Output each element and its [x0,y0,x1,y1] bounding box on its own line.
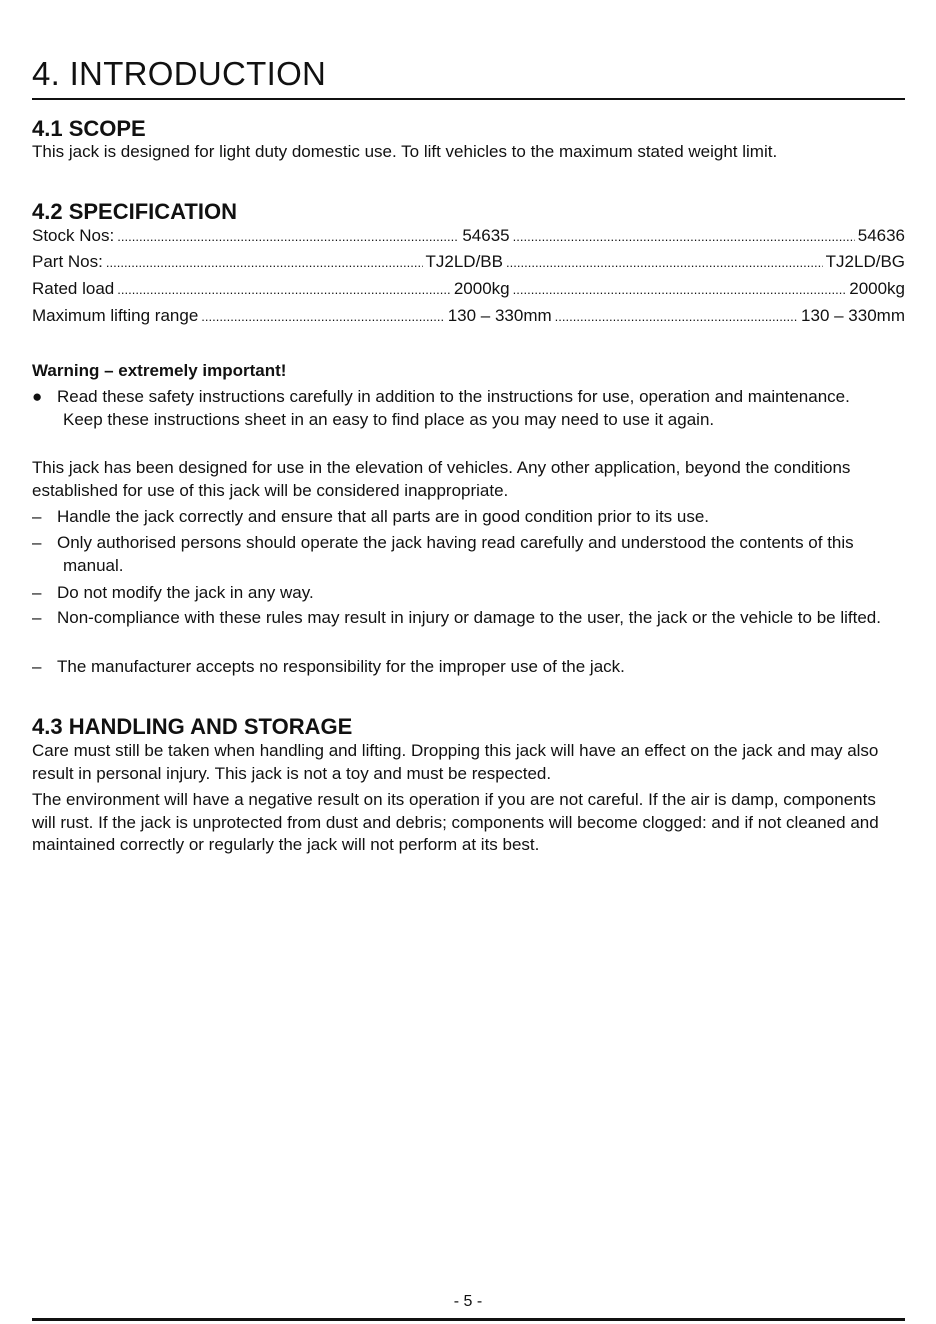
spec-label: Maximum lifting range [32,306,199,325]
dot-leader [506,250,823,275]
dash-marker: – [32,533,42,552]
warning-dash-item [32,607,892,630]
warning-paragraph: This jack has been designed for use in the elevation of vehicles. Any other application, beyond the conditions established for use of this jack will be considered inappropriate. [32,458,851,500]
specification-heading: 4.2 SPECIFICATION [32,199,237,224]
spec-row-stock-nos [32,224,905,248]
dot-leader [513,224,855,249]
dot-leader [513,277,847,302]
spec-row-part-nos [32,250,905,274]
bullet-icon: ● [32,387,43,406]
dot-leader [117,277,451,302]
spec-label: Rated load [32,279,115,298]
dash-item-text: The manufacturer accepts no responsibility for the improper use of the jack. [57,657,625,676]
page-title: 4. INTRODUCTION [32,55,327,92]
spec-value-1: 130 – 330mm [447,306,552,325]
spec-value-2: 130 – 330mm [801,306,905,325]
dash-item-text: Non-compliance with these rules may result in injury or damage to the user, the jack or the vehicle to be lifted. [57,608,881,627]
warning-dash-item [32,532,892,577]
title-divider [32,98,905,100]
warning-dash-item [32,506,892,529]
scope-heading: 4.1 SCOPE [32,116,146,141]
dash-marker: – [32,657,42,676]
warning-dash-item [32,656,892,679]
warning-dash-item [32,582,892,605]
handling-paragraph: Care must still be taken when handling and lifting. Dropping this jack will have an effect on the jack and may also result in personal injury. This jack is not a toy and must be respected. [32,741,879,783]
page-number: - 5 - [453,1293,483,1310]
scope-text: This jack is designed for light duty domestic use. To lift vehicles to the maximum stated weight limit. [32,142,778,161]
dash-marker: – [32,608,42,627]
spec-value-2: 2000kg [849,279,906,298]
spec-row-rated-load [32,277,905,301]
dot-leader [555,304,798,329]
spec-value-1: TJ2LD/BB [425,252,503,271]
spec-value-2: TJ2LD/BG [825,252,906,271]
spec-row-lifting-range [32,304,905,328]
spec-value-2: 54636 [857,226,906,245]
dot-leader [106,250,423,275]
handling-heading: 4.3 HANDLING AND STORAGE [32,714,353,739]
warning-bullet-item [32,386,892,431]
footer-divider [32,1318,905,1321]
dash-marker: – [32,583,42,602]
spec-label: Part Nos: [32,252,103,271]
spec-label: Stock Nos: [32,226,115,245]
dash-item-text: Handle the jack correctly and ensure that all parts are in good condition prior to its use. [57,507,710,526]
warning-heading: Warning – extremely important! [32,361,287,380]
dot-leader [117,224,459,249]
dash-item-text: Only authorised persons should operate the jack having read carefully and understood the contents of this manual. [57,533,854,575]
spec-value-1: 54635 [462,226,510,245]
handling-paragraph: The environment will have a negative result on its operation if you are not careful. If the air is damp, components will rust. If the jack is unprotected from dust and debris; components will become clogged: and if not cleaned and maintained correctly or regularly the jack will not perform at its best. [32,790,879,854]
dot-leader [201,304,444,329]
dash-marker: – [32,507,42,526]
bullet-text: Read these safety instructions carefully in addition to the instructions for use, operation and maintenance. Keep these instructions sheet in an easy to find place as you may need to use it again. [57,387,850,429]
spec-value-1: 2000kg [453,279,510,298]
dash-item-text: Do not modify the jack in any way. [57,583,314,602]
